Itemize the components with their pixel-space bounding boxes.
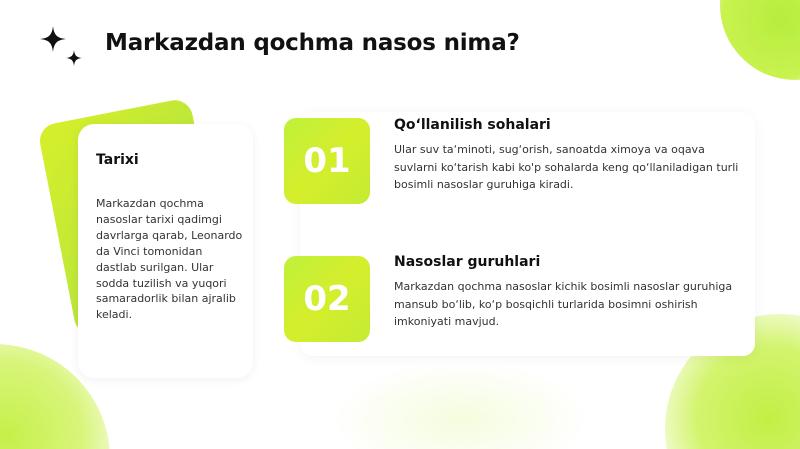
sparkle-small-icon bbox=[66, 50, 82, 66]
item-heading-groups: Nasoslar guruhlari bbox=[394, 254, 541, 270]
page-title: Markazdan qochma nasos nima? bbox=[105, 30, 520, 56]
history-heading: Tarixi bbox=[96, 152, 139, 168]
number-badge-02: 02 bbox=[284, 256, 370, 342]
item-body-groups: Markazdan qochma nasoslar kichik bosimli nasoslar guruhiga mansub bo‘lib, ko‘p bosqichli turlarida bosimni oshirish imkoniyati mavjud. bbox=[394, 280, 733, 328]
sparkle-icon bbox=[40, 26, 66, 52]
decor-blob-top-right bbox=[720, 0, 800, 80]
history-body: Markazdan qochma nasoslar tarixi qadimgi davrlarga qarab, Leonardo da Vinci tomonidan dastlab surilgan. Ular sodda tuzilish va yuqori samaradorlik bilan ajralib keladi. bbox=[96, 197, 243, 322]
item-body-applications: Ular suv ta‘minoti, sug‘orish, sanoatda ximoya va oqava suvlarni ko‘tarish kabi ko'p sohalarda keng qo‘llaniladigan turli bosimli nasoslar guruhiga kiradi. bbox=[394, 143, 739, 191]
item-heading-applications: Qo‘llanilish sohalari bbox=[394, 117, 551, 133]
decor-blob-middle bbox=[330, 360, 590, 449]
history-card bbox=[78, 124, 253, 378]
number-badge-01: 01 bbox=[284, 118, 370, 204]
